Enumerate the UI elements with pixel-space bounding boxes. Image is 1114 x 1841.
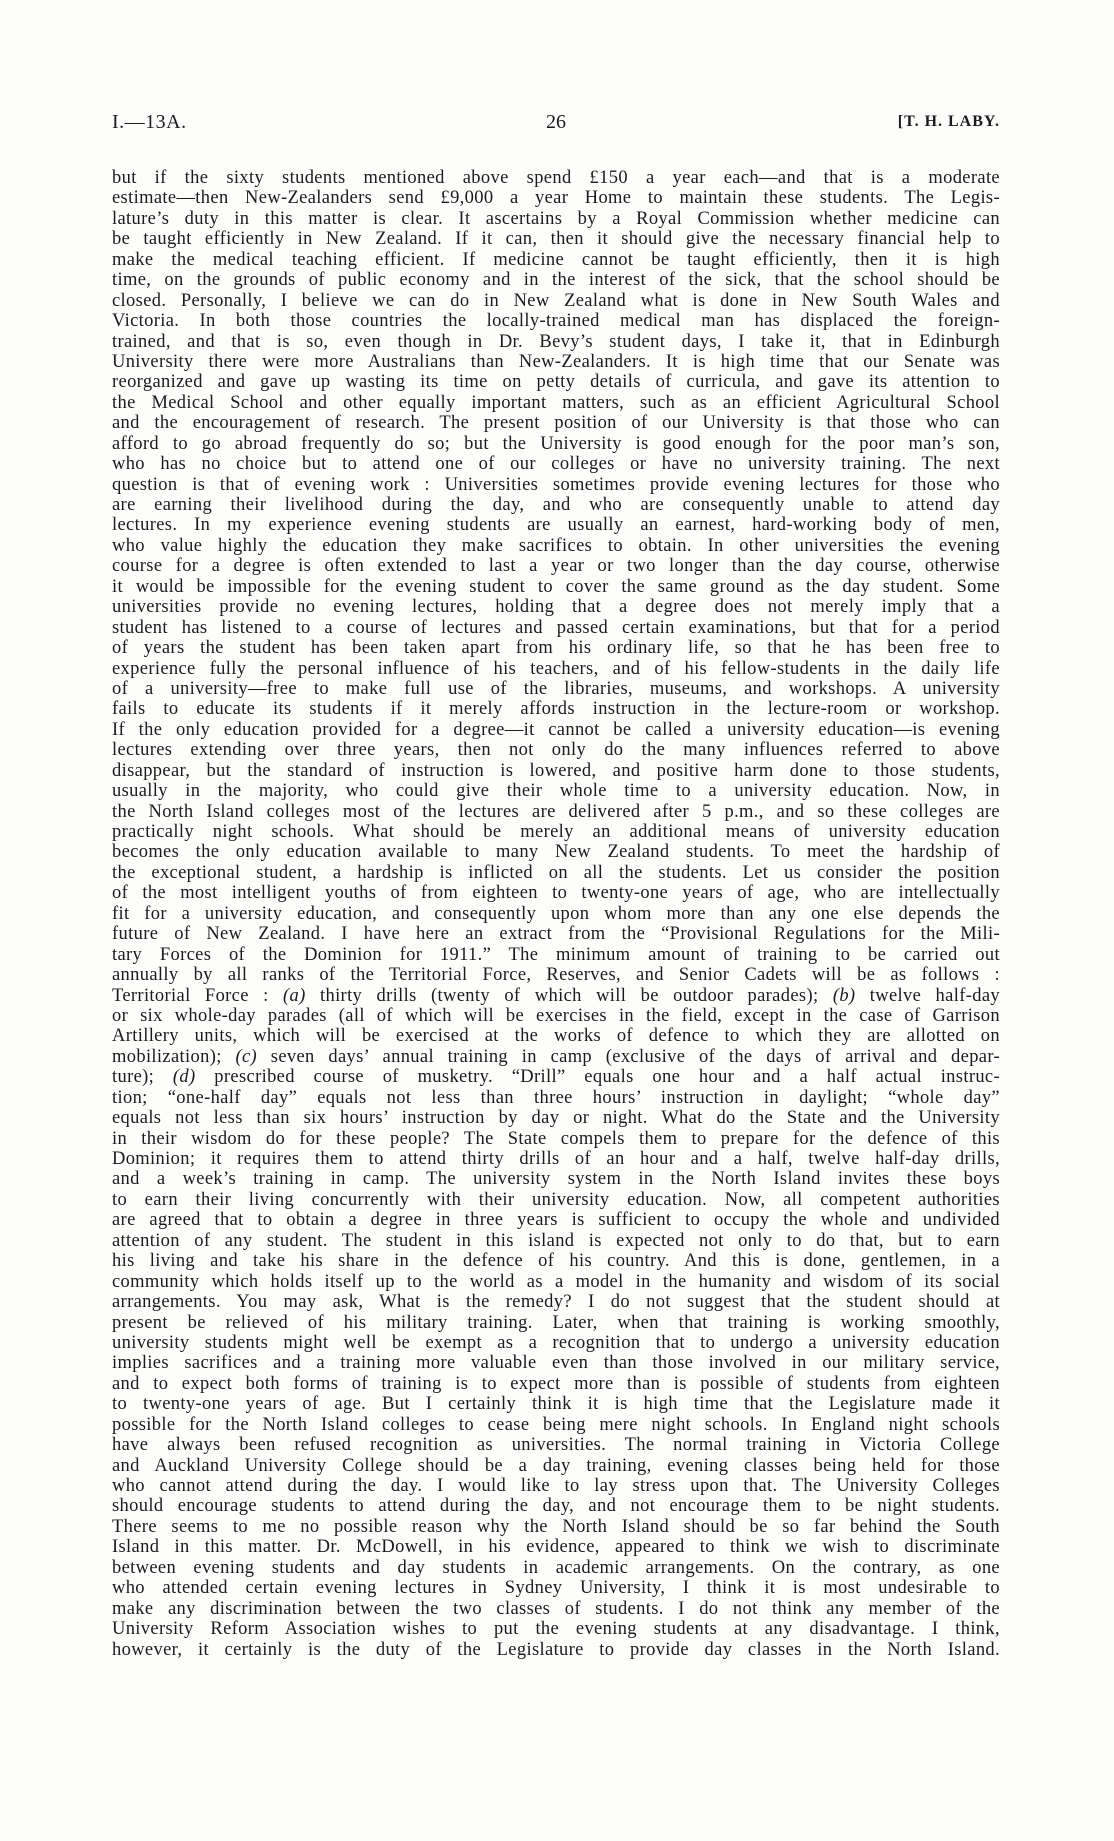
text-line: University there were more Australians than New-Zealanders. It is high time that our Senate was [112, 351, 1000, 372]
text-line: or six whole-day parades (all of which will be exercises in the field, except in the case of Garrison [112, 1005, 1000, 1026]
text-line: University Reform Association wishes to put the evening students at any disadvantage. I think, [112, 1619, 1000, 1640]
text-line: If the only education provided for a degree—it cannot be called a university education—is evening [112, 719, 1000, 740]
text-line: lature’s duty in this matter is clear. It ascertains by a Royal Commission whether medicine can [112, 208, 1000, 229]
text-line: equals not less than six hours’ instruction by day or night. What do the State and the University [112, 1108, 1000, 1129]
text-line: and the encouragement of research. The present position of our University is that those who can [112, 413, 1000, 434]
text-line: are agreed that to obtain a degree in three years is sufficient to occupy the whole and undivided [112, 1210, 1000, 1231]
text-segment: mobilization); [112, 1046, 236, 1067]
text-line: the North Island colleges most of the lectures are delivered after 5 p.m., and so these colleges are [112, 801, 1000, 822]
text-line: be taught efficiently in New Zealand. If it can, then it should give the necessary financial help to [112, 229, 1000, 250]
text-line: fit for a university education, and consequently upon whom more than any one else depends the [112, 903, 1000, 924]
text-line [112, 1047, 1000, 1067]
text-line: disappear, but the standard of instruction is lowered, and positive harm done to those students, [112, 760, 1000, 781]
text-line: reorganized and gave up wasting its time on petty details of curricula, and gave its attention to [112, 372, 1000, 393]
document-reference: I.—13A. [112, 111, 187, 133]
text-line: of a university—free to make full use of the libraries, museums, and workshops. A university [112, 678, 1000, 699]
text-segment: Territorial Force : [112, 985, 283, 1006]
enumeration-label: (d) [172, 1067, 196, 1088]
text-line: to twenty-one years of age. But I certainly think it is high time that the Legislature made it [112, 1394, 1000, 1415]
text-line: have always been refused recognition as universities. The normal training in Victoria College [112, 1435, 1000, 1456]
text-line: becomes the only education available to many New Zealand students. To meet the hardship of [112, 842, 1000, 863]
text-line: trained, and that is so, even though in Dr. Bevy’s student days, I take it, that in Edinburgh [112, 331, 1000, 352]
enumeration-label: (c) [235, 1046, 258, 1067]
text-line: afford to go abroad frequently do so; but the University is good enough for the poor man’s son, [112, 433, 1000, 454]
text-line: closed. Personally, I believe we can do in New Zealand what is done in New South Wales and [112, 290, 1000, 311]
text-line: and Auckland University College should be a day training, evening classes being held for those [112, 1455, 1000, 1476]
text-line: lectures extending over three years, then not only do the many influences referred to above [112, 740, 1000, 761]
text-line: to earn their living concurrently with their university education. Now, all competent authorities [112, 1189, 1000, 1210]
text-line: make any discrimination between the two classes of students. I do not think any member of the [112, 1598, 1000, 1619]
text-line: future of New Zealand. I have here an extract from the “Provisional Regulations for the Mili- [112, 924, 1000, 945]
text-line: of the most intelligent youths of from eighteen to twenty-one years of age, who are intellectually [112, 883, 1000, 904]
text-line: annually by all ranks of the Territorial Force, Reserves, and Senior Cadets will be as follows : [112, 965, 1000, 986]
text-line: experience fully the personal influence of his teachers, and of his fellow-students in the daily life [112, 658, 1000, 679]
text-line: it would be impossible for the evening student to cover the same ground as the day student. Some [112, 576, 1000, 597]
body-paragraph [112, 168, 1000, 1660]
text-line [112, 1067, 1000, 1087]
text-line: possible for the North Island colleges to cease being mere night schools. In England night schools [112, 1414, 1000, 1435]
text-segment: prescribed course of musketry. “Drill” equals one hour and a half actual instruc- [195, 1067, 1000, 1088]
text-line: university students might well be exempt as a recognition that to undergo a university education [112, 1332, 1000, 1353]
text-line: fails to educate its students if it merely affords instruction in the lecture-room or workshop. [112, 699, 1000, 720]
text-line [112, 986, 1000, 1006]
text-line: the exceptional student, a hardship is inflicted on all the students. Let us consider the position [112, 862, 1000, 883]
text-line: who cannot attend during the day. I would like to lay stress upon that. The University Colleges [112, 1476, 1000, 1496]
text-line: arrangements. You may ask, What is the remedy? I do not suggest that the student should at [112, 1292, 1000, 1313]
text-segment: twelve half-day [855, 985, 1000, 1006]
enumeration-label: (b) [832, 985, 856, 1006]
text-line: between evening students and day students in academic arrangements. On the contrary, as one [112, 1557, 1000, 1578]
text-line: the Medical School and other equally important matters, such as an efficient Agricultural School [112, 392, 1000, 413]
text-line: in their wisdom do for these people? The State compels them to prepare for the defence of this [112, 1128, 1000, 1149]
text-line: who value highly the education they make sacrifices to obtain. In other universities the evening [112, 535, 1000, 556]
text-line: course for a degree is often extended to last a year or two longer than the day course, otherwise [112, 556, 1000, 577]
text-line: of years the student has been taken apart from his ordinary life, so that he has been free to [112, 638, 1000, 659]
text-line: tary Forces of the Dominion for 1911.” The minimum amount of training to be carried out [112, 944, 1000, 965]
text-line: make the medical teaching efficient. If medicine cannot be taught efficiently, then it is high [112, 249, 1000, 270]
text-line: usually in the majority, who could give their whole time to a university education. Now, in [112, 781, 1000, 802]
text-line: community which holds itself up to the world as a model in the humanity and wisdom of its social [112, 1271, 1000, 1292]
text-line: attention of any student. The student in this island is expected not only to do that, but to earn [112, 1230, 1000, 1251]
text-line: estimate—then New-Zealanders send £9,000 a year Home to maintain these students. The Legis- [112, 188, 1000, 209]
text-line: universities provide no evening lectures, holding that a degree does not merely imply that a [112, 597, 1000, 618]
text-line: who attended certain evening lectures in Sydney University, I think it is most undesirable to [112, 1578, 1000, 1599]
text-line: Island in this matter. Dr. McDowell, in his evidence, appeared to think we wish to discriminate [112, 1537, 1000, 1558]
text-line: practically night schools. What should be merely an additional means of university education [112, 822, 1000, 842]
text-line: and a week’s training in camp. The university system in the North Island invites these boys [112, 1169, 1000, 1190]
text-line: however, it certainly is the duty of the Legislature to provide day classes in the North Island. [112, 1639, 1000, 1660]
text-line: who has no choice but to attend one of our colleges or have no university training. The next [112, 454, 1000, 475]
text-line: Artillery units, which will be exercised at the works of defence to which they are allotted on [112, 1026, 1000, 1047]
text-segment: thirty drills (twenty of which will be outdoor parades); [305, 985, 833, 1006]
text-line: There seems to me no possible reason why the North Island should be so far behind the South [112, 1516, 1000, 1537]
text-line: Victoria. In both those countries the locally-trained medical man has displaced the foreign- [112, 311, 1000, 332]
text-line: time, on the grounds of public economy and in the interest of the sick, that the school should be [112, 270, 1000, 291]
text-line: present be relieved of his military training. Later, when that training is working smoothly, [112, 1312, 1000, 1333]
text-line: are earning their livelihood during the day, and who are consequently unable to attend day [112, 495, 1000, 515]
text-line: his living and take his share in the defence of his country. And this is done, gentlemen, in a [112, 1251, 1000, 1272]
text-segment: ture); [112, 1067, 173, 1088]
enumeration-label: (a) [283, 985, 306, 1006]
text-line: should encourage students to attend during the day, and not encourage them to be night students. [112, 1496, 1000, 1517]
page-number: 26 [546, 111, 566, 133]
text-line: lectures. In my experience evening students are usually an earnest, hard-working body of men, [112, 515, 1000, 536]
text-line: question is that of evening work : Universities sometimes provide evening lectures for those who [112, 474, 1000, 495]
text-line: and to expect both forms of training is to expect more than is possible of students from eighteen [112, 1373, 1000, 1394]
text-segment: seven days’ annual training in camp (exclusive of the days of arrival and depar- [257, 1046, 1000, 1067]
text-line: student has listened to a course of lectures and passed certain examinations, but that for a period [112, 617, 1000, 638]
running-head-author: [T. H. LABY. [897, 113, 1000, 130]
text-line: implies sacrifices and a training more valuable even than those involved in our military service, [112, 1353, 1000, 1374]
text-line: tion; “one-half day” equals not less than three hours’ instruction in daylight; “whole day” [112, 1087, 1000, 1108]
text-line: Dominion; it requires them to attend thirty drills of an hour and a half, twelve half-day drills, [112, 1149, 1000, 1169]
text-line: but if the sixty students mentioned above spend £150 a year each—and that is a moderate [112, 168, 1000, 188]
